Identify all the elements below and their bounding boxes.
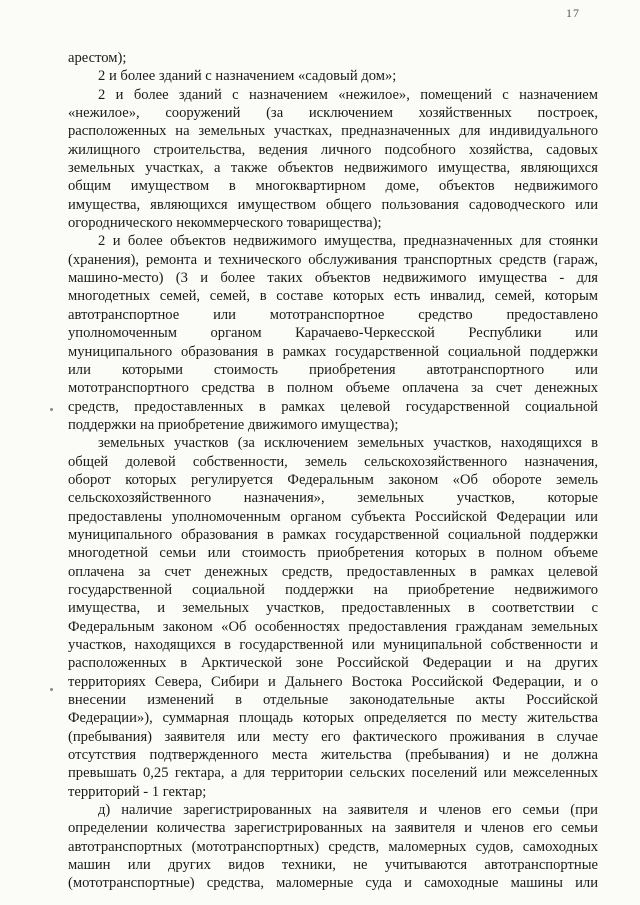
text-line: 2 и более объектов недвижимого имущества, предназначенных для стоянки — [98, 233, 598, 250]
text-line: жилищного строительства, ведения личного подсобного хозяйства, садовых — [68, 141, 598, 158]
text-line: автотранспортное или мототранспортное средство предоставлено — [68, 306, 598, 323]
text-line: 2 и более зданий с назначением «садовый дом»; — [98, 68, 397, 85]
text-line: мототранспортного средства в полном объеме оплачена за счет денежных — [68, 380, 598, 397]
text-line: оборот которых регулируется Федеральным законом «Об обороте земель — [68, 471, 598, 488]
text-line: д) наличие зарегистрированных на заявителя и членов его семьи (при — [98, 802, 598, 819]
text-line: сельскохозяйственного назначения», земельных участков, которые — [68, 490, 598, 507]
text-line: машино-место) (3 и более таких объектов недвижимого имущества - для — [68, 270, 598, 287]
margin-mark — [50, 408, 53, 411]
text-line: территориях Севера, Сибири и Дальнего Востока Российской Федерации, и о — [68, 673, 598, 690]
text-line: общим имуществом в многоквартирном доме, объектов недвижимого — [68, 178, 598, 195]
text-line: автотранспортных (мототранспортных) средств, маломерных судов, самоходных — [68, 838, 598, 855]
text-line: расположенных в Арктической зоне Российской Федерации и на других — [68, 655, 598, 672]
text-line: Федеральным законом «Об особенностях предоставления гражданам земельных — [68, 618, 598, 635]
page-number: 17 — [566, 6, 580, 20]
text-line: превышать 0,25 гектара, а для территории сельских поселений или межселенных — [68, 765, 598, 782]
text-line: или которыми стоимость приобретения автотранспортного или — [68, 361, 598, 378]
text-line: отсутствия подтвержденного места жительства (пребывания) и не должна — [68, 747, 598, 764]
margin-mark — [50, 688, 53, 691]
text-line: земельных участков (за исключением земельных участков, находящихся в — [98, 435, 598, 452]
text-line: Федерации»), суммарная площадь которых определяется по месту жительства — [68, 710, 598, 727]
text-line: многодетных семей, семей, в составе которых есть инвалид, семей, которым — [68, 288, 598, 305]
text-line: многодетной семьи или стоимость приобретения которых в полном объеме — [68, 545, 598, 562]
text-line: земельных участках, а также объектов недвижимого имущества, являющихся — [68, 160, 598, 177]
text-line: средств, предоставленных в рамках целевой государственной социальной — [68, 398, 598, 415]
text-line: расположенных на земельных участках, предназначенных для индивидуального — [68, 123, 598, 140]
text-line: внесении изменений в отдельные законодательные акты Российской — [68, 692, 598, 709]
text-line: муниципального образования в рамках государственной социальной поддержки — [68, 343, 598, 360]
text-line: 2 и более зданий с назначением «нежилое», помещений с назначением — [98, 86, 598, 103]
text-line: территорий - 1 гектар; — [68, 783, 207, 800]
text-line: (хранения), ремонта и технического обслуживания транспортных средств (гараж, — [68, 251, 598, 268]
text-line: оплачена за счет денежных средств, предоставленных в рамках целевой — [68, 563, 598, 580]
text-line: предоставлены уполномоченным органом субъекта Российской Федерации или — [68, 508, 598, 525]
body-text — [68, 49, 598, 893]
text-line: «нежилое», сооружений (за исключением хозяйственных построек, — [68, 105, 598, 122]
text-line: имущества, являющихся имуществом общего пользования садоводческого или — [68, 196, 598, 213]
text-line: государственной социальной поддержки на приобретение недвижимого — [68, 581, 598, 598]
text-line: муниципального образования в рамках государственной социальной поддержки — [68, 526, 598, 543]
text-line: определении количества зарегистрированных на заявителя и членов его семьи — [68, 820, 598, 837]
text-line: поддержки на приобретение движимого имущества); — [68, 416, 399, 433]
text-line: огороднического некоммерческого товарищества); — [68, 215, 382, 232]
text-line: участков, находящихся в государственной или муниципальной собственности и — [68, 637, 598, 653]
text-line: арестом); — [68, 50, 127, 66]
text-line: общей долевой собственности, земель сельскохозяйственного назначения, — [68, 453, 598, 470]
text-line: (пребывания) заявителя или месту его фактического проживания в случае — [68, 728, 598, 745]
text-line: имущества, и земельных участков, предоставленных в соответствии с — [68, 600, 598, 617]
text-line: машин или других видов техники, не учитываются автотранспортные — [68, 857, 598, 874]
text-line: уполномоченным органом Карачаево-Черкесской Республики или — [68, 325, 598, 342]
text-line: (мототранспортные) средства, маломерные суда и самоходные машины или — [68, 875, 598, 892]
